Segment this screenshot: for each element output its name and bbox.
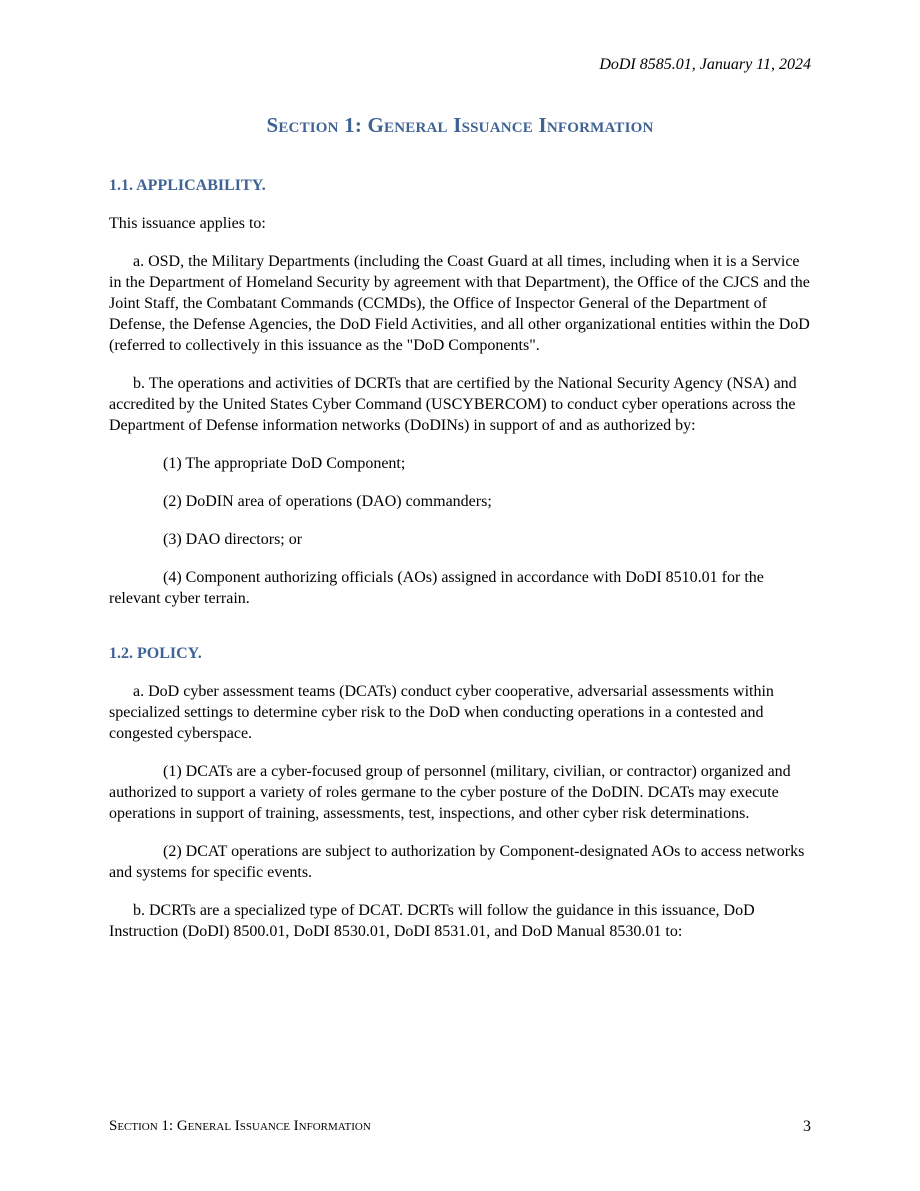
paragraph-1-1-b-2: (2) DoDIN area of operations (DAO) commanders; bbox=[163, 493, 492, 510]
heading-policy: 1.2. POLICY. bbox=[109, 645, 202, 662]
paragraph-1-1-b-4: (4) Component authorizing officials (AOs) assigned in accordance with DoDI 8510.01 for the relevant cyber terrain. bbox=[109, 569, 764, 607]
paragraph-1-1-b-3: (3) DAO directors; or bbox=[163, 531, 303, 548]
paragraph-1-2-b: b. DCRTs are a specialized type of DCAT. DCRTs will follow the guidance in this issuance, DoD Instruction (DoDI) 8500.01, DoDI 8530.01, DoDI 8531.01, and DoD Manual 8530.01 to: bbox=[109, 902, 755, 940]
paragraph-1-1-a: a. OSD, the Military Departments (including the Coast Guard at all times, including when it is a Service in the Department of Homeland Security by agreement with that Department), the Office of the CJCS and the Joint Staff, the Combatant Commands (CCMDs), the Office of Inspector General of the Department of Defense, the Defense Agencies, the DoD Field Activities, and all other organizational entities within the DoD (referred to collectively in this issuance as the "DoD Components". bbox=[109, 253, 810, 354]
footer-section-label: Section 1: General Issuance Information bbox=[109, 1118, 371, 1134]
section-title: Section 1: General Issuance Information bbox=[266, 113, 654, 137]
paragraph-intro: This issuance applies to: bbox=[109, 215, 266, 232]
page-number: 3 bbox=[803, 1118, 811, 1135]
paragraph-1-2-a-1: (1) DCATs are a cyber-focused group of personnel (military, civilian, or contractor) organized and authorized to support a variety of roles germane to the cyber posture of the DoDIN. DCATs may execute operations in support of training, assessments, test, inspections, and other cyber risk determinations. bbox=[109, 763, 791, 822]
document-header: DoDI 8585.01, January 11, 2024 bbox=[599, 56, 811, 73]
heading-applicability: 1.1. APPLICABILITY. bbox=[109, 177, 266, 194]
paragraph-1-1-b: b. The operations and activities of DCRTs that are certified by the National Security Agency (NSA) and accredited by the United States Cyber Command (USCYBERCOM) to conduct cyber operations across the Department of Defense information networks (DoDINs) in support of and as authorized by: bbox=[109, 375, 797, 434]
document-body bbox=[109, 175, 811, 942]
paragraph-1-1-b-1: (1) The appropriate DoD Component; bbox=[163, 455, 406, 472]
paragraph-1-2-a: a. DoD cyber assessment teams (DCATs) conduct cyber cooperative, adversarial assessments within specialized settings to determine cyber risk to the DoD when conducting operations in a contested and congested cyberspace. bbox=[109, 683, 774, 742]
paragraph-1-2-a-2: (2) DCAT operations are subject to authorization by Component-designated AOs to access networks and systems for specific events. bbox=[109, 843, 805, 881]
